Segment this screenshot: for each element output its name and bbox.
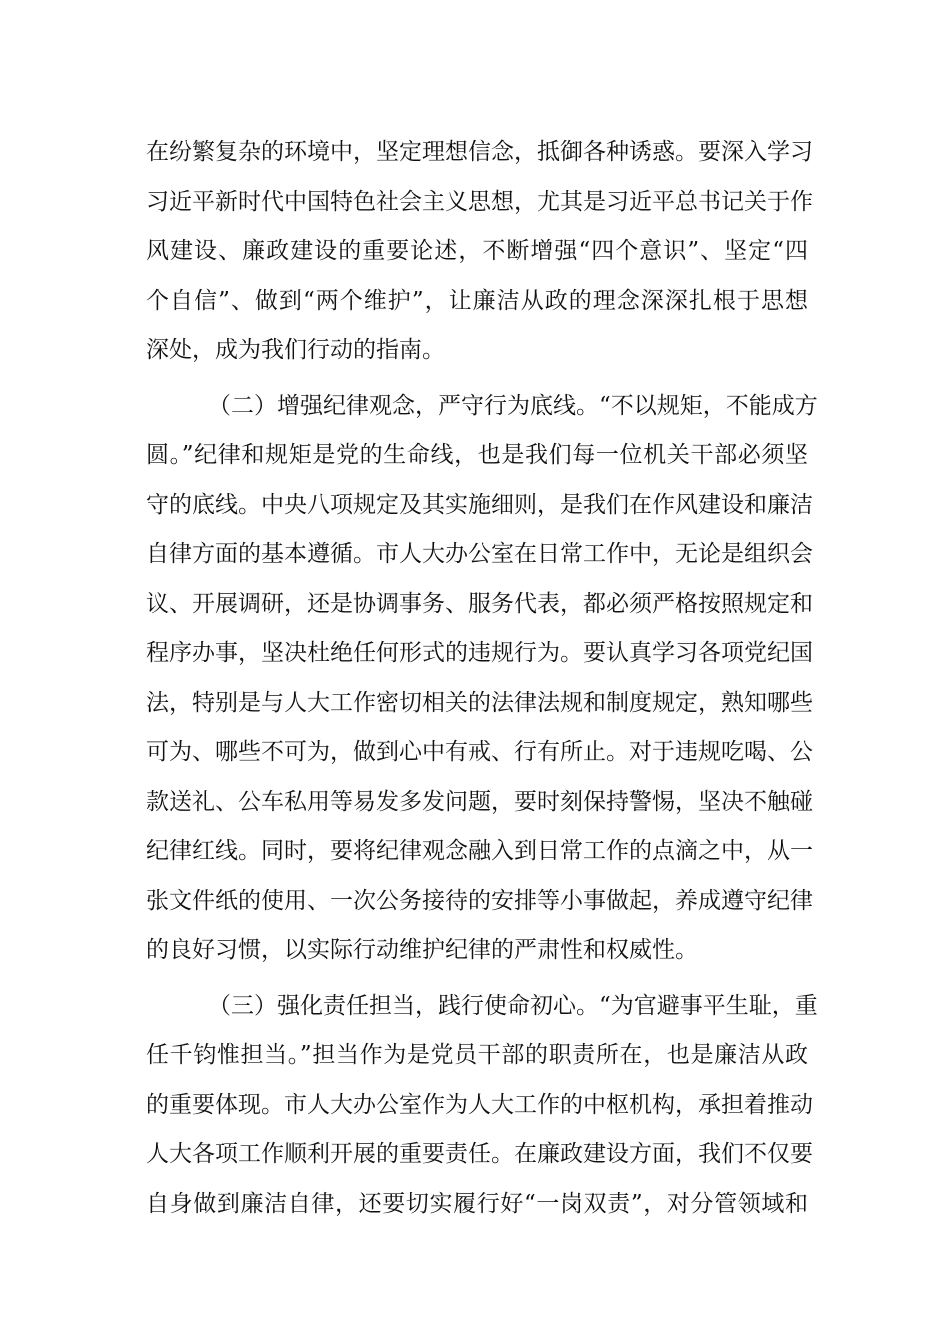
text-line: 纪律红线。同时，要将纪律观念融入到日常工作的点滴之中，从一 — [146, 838, 813, 864]
text-line: 款送礼、公车私用等易发多发问题，要时刻保持警惕，坚决不触碰 — [146, 788, 813, 815]
text-line: 的重要体现。市人大办公室作为人大工作的中枢机构，承担着推动 — [146, 1091, 813, 1118]
text-line: 个自信”、做到“两个维护”，让廉洁从政的理念深深扎根于思想 — [146, 287, 808, 314]
text-line: 圆。”纪律和规矩是党的生命线，也是我们每一位机关干部必须坚 — [146, 442, 808, 468]
text-line: 任千钧惟担当。”担当作为是党员干部的职责所在，也是廉洁从政 — [146, 1042, 808, 1068]
text-line: 程序办事，坚决杜绝任何形式的违规行为。要认真学习各项党纪国 — [146, 640, 813, 666]
text-line: 的良好习惯，以实际行动维护纪律的严肃性和权威性。 — [146, 937, 698, 963]
text-line: 议、开展调研，还是协调事务、服务代表，都必须严格按照规定和 — [146, 590, 813, 617]
text-line: 在纷繁复杂的环境中，坚定理想信念，抵御各种诱惑。要深入学习 — [146, 139, 813, 165]
paragraph-1 — [146, 128, 813, 376]
text-line: 自身做到廉洁自律，还要切实履行好“一岗双责”，对分管领域和 — [146, 1190, 808, 1217]
section-heading-line: （三）强化责任担当，践行使命初心。“为官避事平生耻，重 — [208, 992, 818, 1019]
section-heading-line: （二）增强纪律观念，严守行为底线。“不以规矩，不能成方 — [208, 392, 818, 419]
paragraph-2 — [146, 382, 818, 976]
text-line: 自律方面的基本遵循。市人大办公室在日常工作中，无论是组织会 — [146, 541, 813, 567]
paragraph-3 — [146, 982, 818, 1230]
text-line: 人大各项工作顺利开展的重要责任。在廉政建设方面，我们不仅要 — [146, 1141, 813, 1167]
document-body — [146, 128, 818, 1229]
text-line: 守的底线。中央八项规定及其实施细则，是我们在作风建设和廉洁 — [146, 491, 813, 518]
text-line: 法，特别是与人大工作密切相关的法律法规和制度规定，熟知哪些 — [146, 689, 813, 716]
text-line: 习近平新时代中国特色社会主义思想，尤其是习近平总书记关于作 — [146, 188, 813, 215]
text-line: 深处，成为我们行动的指南。 — [146, 337, 445, 363]
text-line: 张文件纸的使用、一次公务接待的安排等小事做起，养成遵守纪律 — [146, 887, 813, 914]
text-line: 可为、哪些不可为，做到心中有戒、行有所止。对于违规吃喝、公 — [146, 739, 813, 765]
text-line: 风建设、廉政建设的重要论述，不断增强“四个意识”、坚定“四 — [146, 238, 808, 264]
